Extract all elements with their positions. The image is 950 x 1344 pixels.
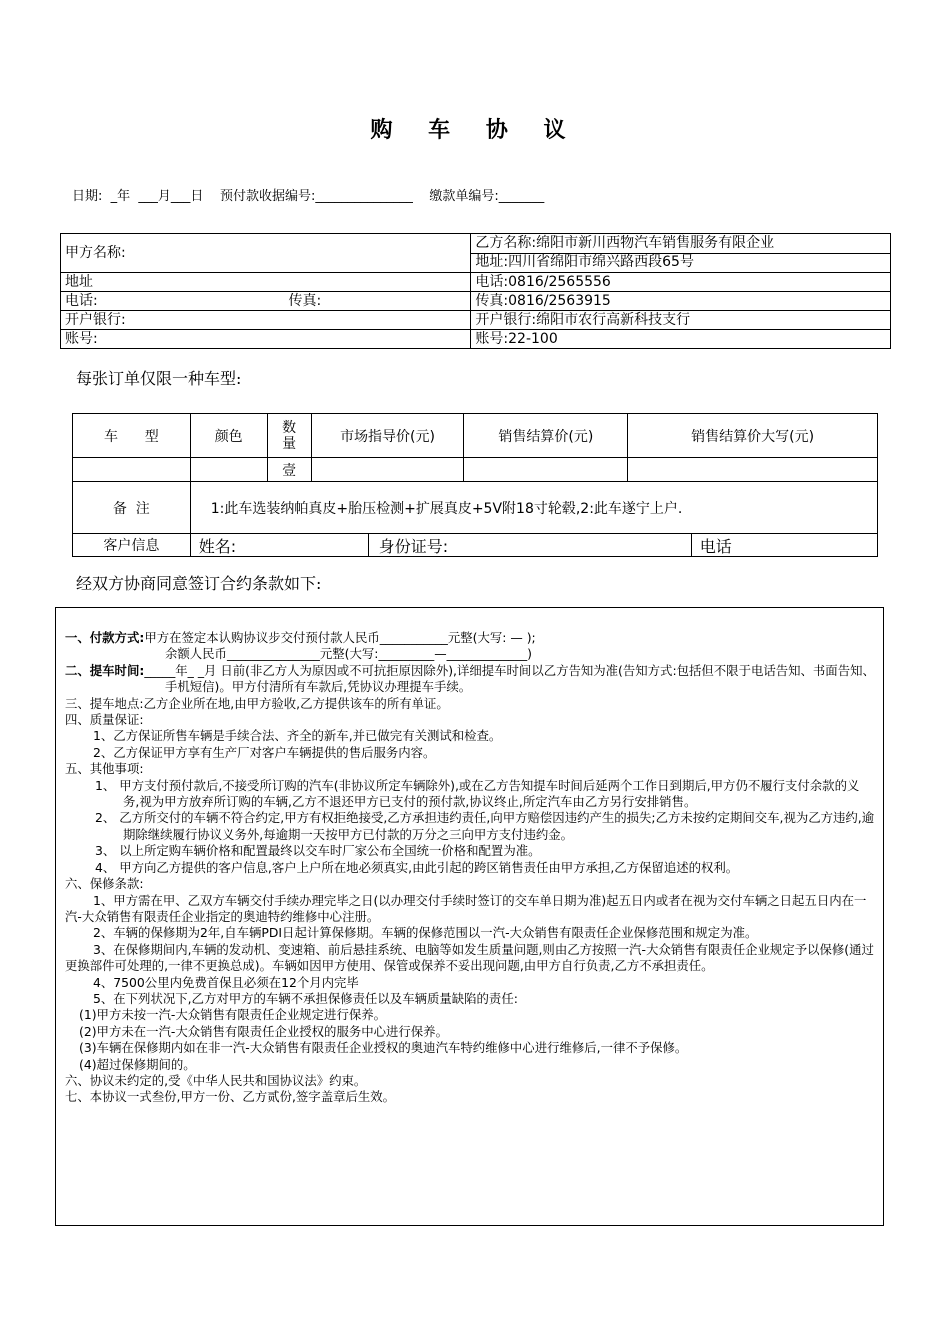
term-pickup-time: 二、提车时间:_____年_ _月 日前(非乙方人为原因或不可抗拒原因除外),详细提车时间以乙方告知为准(告知方式:包括但不限于电话告知、书面告知、手机短信)。甲方付清所有车款后,凭协议办理提车手续。 xyxy=(65,662,875,695)
customer-info-label: 客户信息 xyxy=(73,534,191,557)
term-other-3: 3、 以上所定购车辆价格和配置最终以交车时厂家公布全国统一价格和配置为准。 xyxy=(95,843,541,859)
term-warranty-5c: (3)车辆在保修期内如在非一汽-大众销售有限责任企业授权的奥迪汽车特约维修中心进行维修后,一律不予保修。 xyxy=(79,1040,688,1056)
party-info-table xyxy=(60,233,891,349)
car-order-table xyxy=(72,413,878,557)
cell-color xyxy=(190,458,267,482)
term-governing-law: 六、协议未约定的,受《中华人民共和国协议法》约束。 xyxy=(65,1072,367,1088)
term-warranty-heading: 六、保修条款: xyxy=(65,876,144,892)
party-b-account: 账号:22-100 xyxy=(471,330,891,349)
cell-sale-price xyxy=(464,458,628,482)
date-line: 日期: _年 ___月___日 预付款收据编号:_______________ 缴款单编号:_______ xyxy=(72,189,545,204)
term-warranty-3: 3、在保修期间内,车辆的发动机、变速箱、前后悬挂系统、电脑等如发生质量问题,则由乙方按照一汽-大众销售有限责任企业规定予以保修(通过更换部件可处理的,一律不更换总成)。车辆如因甲方使用、保管或保养不妥出现问题,由甲方自行负责,乙方不承担责任。 xyxy=(65,941,874,974)
col-sale-price-upper-header: 销售结算价大写(元) xyxy=(628,414,878,458)
party-b-name: 乙方名称:绵阳市新川西物汽车销售服务有限企业 xyxy=(471,234,891,254)
term-payment-balance: 余额人民币_______________元整(大写:_________—_____________) xyxy=(165,646,532,662)
cell-model xyxy=(73,458,191,482)
col-color-header: 颜色 xyxy=(190,414,267,458)
party-a-phone: 电话: xyxy=(65,292,98,309)
party-a-address: 地址 xyxy=(61,273,471,292)
customer-name-label: 姓名: xyxy=(191,534,369,556)
col-sale-price-header: 销售结算价(元) xyxy=(464,414,628,458)
term-quality-1: 1、乙方保证所售车辆是手续合法、齐全的新车,并已做完有关测试和检查。 xyxy=(93,728,502,744)
col-model-header: 车 型 xyxy=(73,414,191,458)
party-a-phone-fax xyxy=(61,292,471,311)
term-other-1: 1、 甲方支付预付款后,不接受所订购的汽车(非协议所定车辆除外),或在乙方告知提车时间后延两个工作日到期后,甲方仍不履行支付余款的义务,视为甲方放弃所订购的车辆,乙方不退还甲方已支付的预付款,协议终止,所定汽车由乙方另行安排销售。 xyxy=(95,777,860,810)
term-warranty-1: 1、甲方需在甲、乙双方车辆交付手续办理完毕之日(以办理交付手续时签订的交车单日期为准)起五日内或者在视为交付车辆之日起五日内在一汽-大众销售有限责任企业指定的奥迪特约维修中心注册。 xyxy=(65,892,867,924)
term-copies: 七、本协议一式叁份,甲方一份、乙方贰份,签字盖章后生效。 xyxy=(65,1089,396,1105)
cell-guide-price xyxy=(311,458,464,482)
customer-id-label: 身份证号: xyxy=(369,534,692,556)
term-warranty-5d: (4)超过保修期间的。 xyxy=(79,1056,196,1072)
party-b-phone: 电话:0816/2565556 xyxy=(471,273,891,292)
term-warranty-2: 2、车辆的保修期为2年,自车辆PDI日起计算保修期。车辆的保修范围以一汽-大众销售有限责任企业保修范围和规定为准。 xyxy=(93,925,758,941)
party-a-fax: 传真: xyxy=(288,292,322,309)
cell-qty: 壹 xyxy=(267,458,311,482)
page-title: 购 车 协 议 xyxy=(370,118,580,143)
col-guide-price-header: 市场指导价(元) xyxy=(311,414,464,458)
term-quality-heading: 四、质量保证: xyxy=(65,712,144,728)
remark-text: 1:此车选装纳帕真皮+胎压检测+扩展真皮+5V附18寸轮毂,2:此车遂宁上户. xyxy=(190,482,877,534)
party-a-account: 账号: xyxy=(61,330,471,349)
col-qty-header: 数量 xyxy=(267,414,311,458)
term-payment: 一、付款方式:甲方在签定本认购协议步交付预付款人民币___________元整(大写: — ); xyxy=(65,630,536,645)
term-other-4: 4、 甲方向乙方提供的客户信息,客户上户所在地必须真实,由此引起的跨区销售责任由甲方承担,乙方保留追述的权利。 xyxy=(95,859,739,875)
term-warranty-5a: (1)甲方未按一汽-大众销售有限责任企业规定进行保养。 xyxy=(79,1007,387,1023)
party-a-bank: 开户银行: xyxy=(61,311,471,330)
party-b-fax: 传真:0816/2563915 xyxy=(471,292,891,311)
customer-phone-label: 电话 xyxy=(699,537,732,556)
party-b-address: 地址:四川省绵阳市绵兴路西段65号 xyxy=(471,253,891,273)
one-model-note: 每张订单仅限一种车型: xyxy=(76,369,242,388)
cell-sale-price-upper xyxy=(628,458,878,482)
term-warranty-5: 5、在下列状况下,乙方对甲方的车辆不承担保修责任以及车辆质量缺陷的责任: xyxy=(93,990,518,1006)
term-warranty-4: 4、7500公里内免费首保且必须在12个月内完毕 xyxy=(93,974,359,990)
term-other-heading: 五、其他事项: xyxy=(65,761,144,777)
terms-box xyxy=(55,607,884,1226)
agreement-note: 经双方协商同意签订合约条款如下: xyxy=(76,574,322,593)
remark-label: 备 注 xyxy=(73,482,191,534)
party-a-name: 甲方名称: xyxy=(61,234,471,273)
party-b-bank: 开户银行:绵阳市农行高新科技支行 xyxy=(471,311,891,330)
term-other-2: 2、 乙方所交付的车辆不符合约定,甲方有权拒绝接受,乙方承担违约责任,向甲方赔偿因违约产生的损失;乙方未按约定期间交车,视为乙方违约,逾期除继续履行协议义务外,每逾期一天按甲方已付款的万分之三向甲方支付违约金。 xyxy=(95,810,875,842)
term-pickup-place: 三、提车地点:乙方企业所在地,由甲方验收,乙方提供该车的所有单证。 xyxy=(65,695,449,711)
customer-info-fields xyxy=(190,534,877,557)
term-quality-2: 2、乙方保证甲方享有生产厂对客户车辆提供的售后服务内容。 xyxy=(93,744,436,760)
term-warranty-5b: (2)甲方未在一汽-大众销售有限责任企业授权的服务中心进行保养。 xyxy=(79,1023,448,1039)
